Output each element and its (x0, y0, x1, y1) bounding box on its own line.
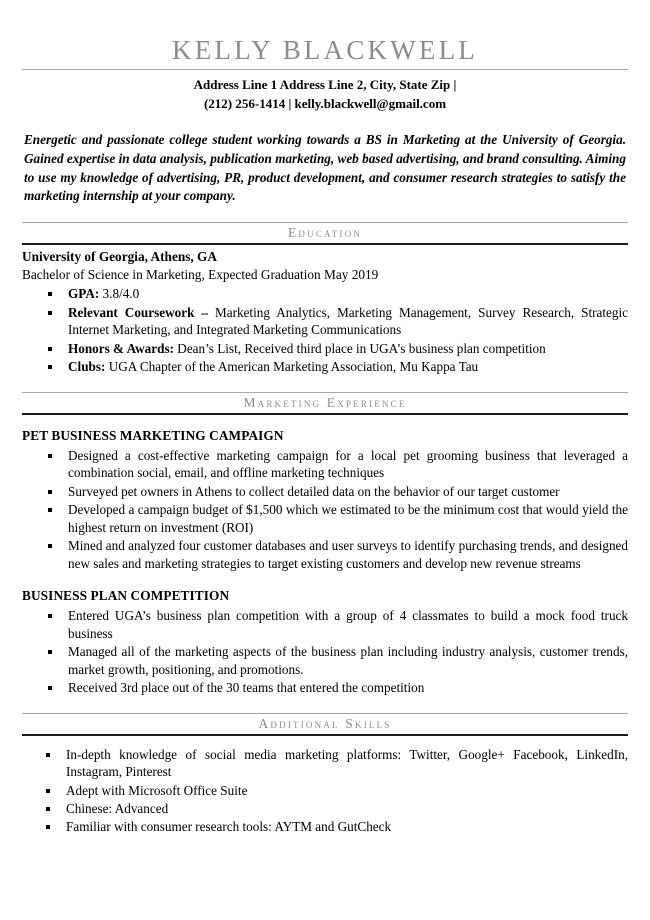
contact-phone-email-line: (212) 256-1414 | kelly.blackwell@gmail.com (203, 96, 447, 112)
candidate-name: KELLY BLACKWELL (172, 35, 478, 65)
education-bullet-list (22, 285, 628, 376)
section-rule-bottom (22, 413, 628, 415)
education-bullet-label: Honors & Awards: (68, 340, 174, 356)
experience-jobs (22, 427, 628, 697)
experience-job-title: PET BUSINESS MARKETING CAMPAIGN (22, 427, 284, 443)
section-header-education (22, 222, 628, 245)
section-title-education: Education (287, 224, 363, 240)
experience-job-block (22, 587, 628, 697)
experience-job-block (22, 427, 628, 573)
education-school: University of Georgia, Athens, GA (22, 248, 218, 264)
skills-bullet: Chinese: Advanced (46, 800, 628, 818)
section-rule-bottom (22, 734, 628, 736)
education-bullet (48, 285, 628, 303)
skills-bullet: Familiar with consumer research tools: AYTM and GutCheck (46, 818, 628, 836)
education-bullet-label: Clubs: (68, 358, 106, 374)
education-bullet-text: Dean’s List, Received third place in UGA’s business plan competition (174, 340, 546, 356)
contact-info (22, 76, 628, 114)
education-bullet-text: 3.8/4.0 (99, 286, 140, 302)
resume-header (22, 0, 628, 114)
section-title-skills: Additional Skills (258, 715, 392, 731)
education-block (22, 248, 628, 376)
experience-bullet: Managed all of the marketing aspects of the business plan including industry analysis, customer trends, market growth, positioning, and promotions. (48, 643, 628, 679)
experience-bullet-list (22, 447, 628, 573)
section-title-experience: Marketing Experience (243, 394, 407, 410)
education-degree: Bachelor of Science in Marketing, Expected Graduation May 2019 (22, 266, 379, 282)
education-bullet-label: GPA: (68, 286, 100, 302)
skills-bullet: In-depth knowledge of social media marketing platforms: Twitter, Google+ Facebook, LinkedIn, Instagram, Pinterest (46, 746, 628, 782)
experience-bullet: Entered UGA’s business plan competition with a group of 4 classmates to build a mock food truck business (48, 607, 628, 643)
education-bullet (48, 358, 628, 376)
education-bullet-text: Marketing Analytics, Marketing Management, Survey Research, Strategic Internet Marketing, and Integrated Marketing Communications (68, 304, 629, 338)
experience-bullet: Surveyed pet owners in Athens to collect detailed data on the behavior of our target customer (48, 483, 628, 501)
experience-job-title: BUSINESS PLAN COMPETITION (22, 587, 230, 603)
section-header-skills (22, 713, 628, 736)
experience-bullet-list (22, 607, 628, 697)
education-bullet-label: Relevant Coursework – (68, 304, 209, 320)
contact-address-line: Address Line 1 Address Line 2, City, State Zip | (193, 77, 457, 93)
section-header-experience (22, 392, 628, 415)
experience-bullet: Received 3rd place out of the 30 teams that entered the competition (48, 679, 628, 697)
section-rule-bottom (22, 243, 628, 245)
education-bullet-text: UGA Chapter of the American Marketing Association, Mu Kappa Tau (105, 358, 479, 374)
skills-bullet: Adept with Microsoft Office Suite (46, 782, 628, 800)
experience-bullet: Mined and analyzed four customer databases and user surveys to identify purchasing trends, and designed new sales and marketing strategies to target existing customers and develop new revenue streams (48, 537, 628, 573)
header-divider (22, 69, 628, 70)
education-bullet (48, 304, 628, 340)
skills-bullet-list (22, 746, 628, 837)
professional-summary: Energetic and passionate college student working towards a BS in Marketing at the University of Georgia. Gained expertise in data analysis, publication marketing, web based advertising, and brand consulting. Aiming to use my knowledge of advertising, PR, product development, and consumer research strategies to satisfy the marketing internship at your company. (24, 132, 626, 204)
experience-bullet: Designed a cost-effective marketing campaign for a local pet grooming business that leveraged a combination social, email, and offline marketing techniques (48, 447, 628, 483)
education-bullet (48, 340, 628, 358)
experience-bullet: Developed a campaign budget of $1,500 which we estimated to be the minimum cost that would yield the highest return on investment (ROI) (48, 501, 628, 537)
